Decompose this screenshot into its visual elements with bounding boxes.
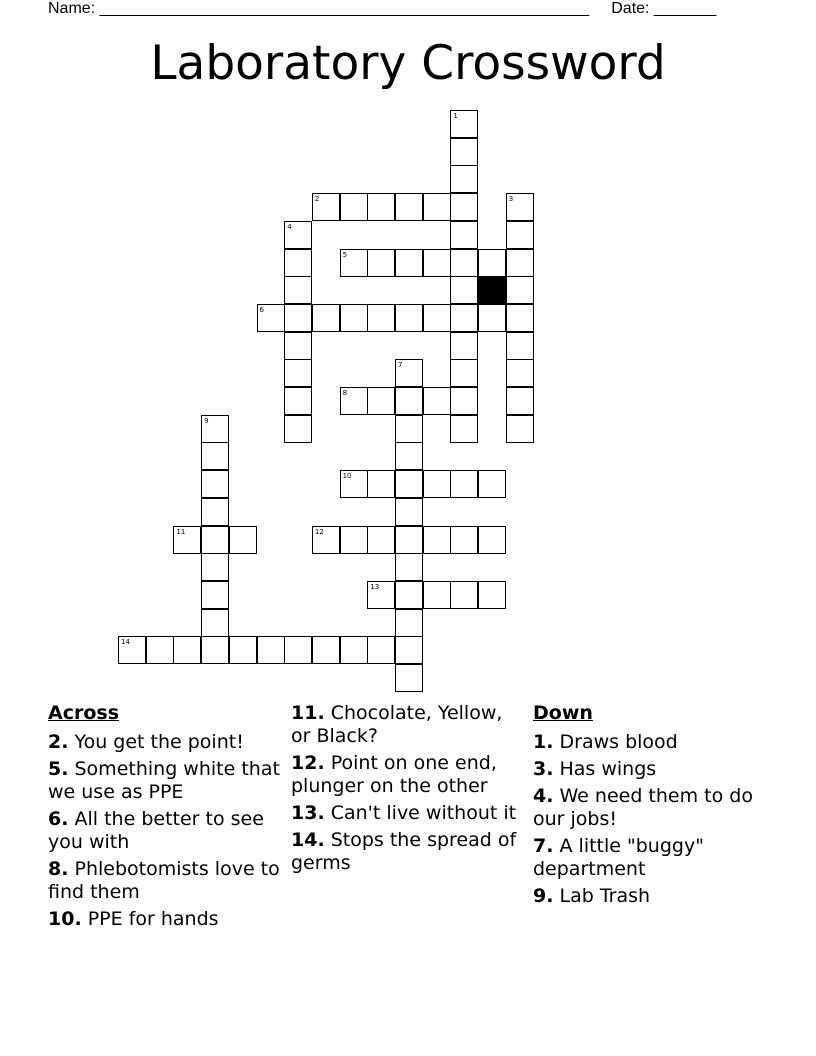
clue-text: Stops the spread of germs (291, 829, 517, 874)
name-field[interactable]: _______________________________________________________ (99, 0, 589, 17)
grid-cell[interactable] (450, 415, 478, 443)
across-clue-list-continued (291, 702, 526, 875)
grid-cell[interactable] (367, 526, 395, 554)
grid-cell[interactable] (340, 636, 368, 664)
grid-cell[interactable] (201, 526, 229, 554)
grid-cell[interactable] (506, 221, 534, 249)
grid-cell[interactable] (257, 636, 285, 664)
date-label: Date: (611, 0, 654, 17)
across-clues-column (48, 702, 283, 935)
grid-cell[interactable] (257, 304, 285, 332)
clue-number-label: 10. (48, 908, 82, 930)
grid-cell[interactable] (450, 581, 478, 609)
grid-cell[interactable] (506, 359, 534, 387)
grid-cell[interactable] (395, 553, 423, 581)
grid-cell[interactable] (395, 359, 423, 387)
grid-cell[interactable] (173, 526, 201, 554)
grid-cell[interactable] (423, 526, 451, 554)
down-clues-column (533, 702, 768, 912)
grid-cell[interactable] (229, 636, 257, 664)
clue-text: Phlebotomists love to find them (48, 858, 280, 903)
grid-cell[interactable] (506, 304, 534, 332)
clue-number-label: 9. (533, 885, 554, 907)
clue-item (533, 758, 768, 781)
grid-cell[interactable] (395, 498, 423, 526)
grid-cell[interactable] (312, 526, 340, 554)
grid-cell[interactable] (201, 498, 229, 526)
grid-cell[interactable] (450, 249, 478, 277)
clue-number-label: 11. (291, 702, 325, 724)
clue-number-label: 14. (291, 829, 325, 851)
clue-number-label: 8. (48, 858, 69, 880)
clue-item (48, 758, 283, 804)
down-heading: Down (533, 702, 593, 724)
clue-number-label: 1. (533, 731, 554, 753)
page-title: Laboratory Crossword (150, 36, 666, 91)
grid-cell[interactable] (284, 387, 312, 415)
grid-cell[interactable] (423, 249, 451, 277)
clue-number: 12 (314, 527, 324, 536)
grid-cell[interactable] (395, 304, 423, 332)
clue-text: Chocolate, Yellow, or Black? (291, 702, 503, 747)
clue-text: Point on one end, plunger on the other (291, 752, 497, 797)
grid-cell[interactable] (450, 387, 478, 415)
grid-cell[interactable] (450, 332, 478, 360)
clue-item (48, 858, 283, 904)
grid-cell[interactable] (340, 526, 368, 554)
grid-cell[interactable] (395, 470, 423, 498)
grid-cell[interactable] (478, 304, 506, 332)
grid-cell[interactable] (506, 415, 534, 443)
grid-cell[interactable] (367, 304, 395, 332)
grid-cell[interactable] (367, 636, 395, 664)
across-clues-column-continued (291, 702, 526, 879)
clue-number-label: 4. (533, 785, 554, 807)
grid-cell[interactable] (201, 581, 229, 609)
clue-number: 3 (508, 195, 514, 204)
date-field[interactable]: _______ (653, 0, 717, 17)
grid-cell[interactable] (312, 636, 340, 664)
clue-item (291, 752, 526, 798)
grid-cell[interactable] (478, 249, 506, 277)
clue-number: 9 (204, 416, 209, 425)
clue-number-label: 6. (48, 808, 69, 830)
grid-cell[interactable] (395, 636, 423, 664)
clue-number-label: 12. (291, 752, 325, 774)
grid-cell[interactable] (340, 193, 368, 221)
clue-number-label: 2. (48, 731, 69, 753)
grid-cell[interactable] (395, 664, 423, 692)
grid-cell[interactable] (367, 193, 395, 221)
grid-cell[interactable] (395, 193, 423, 221)
grid-cell[interactable] (229, 526, 257, 554)
clue-item (533, 835, 768, 881)
clue-text: Lab Trash (559, 885, 651, 907)
grid-cell[interactable] (450, 221, 478, 249)
grid-cell[interactable] (395, 442, 423, 470)
grid-cell[interactable] (450, 165, 478, 193)
clue-item (533, 731, 768, 754)
clue-number: 4 (287, 222, 292, 231)
across-heading: Across (48, 702, 120, 724)
grid-cell[interactable] (367, 470, 395, 498)
grid-cell[interactable] (284, 249, 312, 277)
shaded-cell (478, 276, 506, 304)
clue-item (291, 829, 526, 875)
grid-cell[interactable] (201, 470, 229, 498)
clue-text: A little "buggy" department (533, 835, 704, 880)
clue-number: 8 (342, 389, 348, 397)
clue-text: We need them to do our jobs! (533, 785, 753, 830)
grid-cell[interactable] (201, 609, 229, 637)
grid-cell[interactable] (284, 221, 312, 249)
grid-cell[interactable] (395, 415, 423, 443)
clue-number: 11 (176, 527, 186, 536)
grid-cell[interactable] (201, 636, 229, 664)
grid-cell[interactable] (284, 415, 312, 443)
grid-cell[interactable] (284, 332, 312, 360)
clue-item (291, 802, 526, 825)
grid-cell[interactable] (340, 387, 368, 415)
name-label: Name: (48, 0, 100, 17)
grid-cell[interactable] (506, 332, 534, 360)
grid-cell[interactable] (284, 304, 312, 332)
grid-cell[interactable] (340, 304, 368, 332)
clue-number: 5 (342, 250, 348, 259)
grid-cell[interactable] (423, 581, 451, 609)
clue-number: 7 (398, 361, 403, 370)
grid-cell[interactable] (284, 636, 312, 664)
grid-cell[interactable] (395, 609, 423, 637)
grid-cell[interactable] (284, 276, 312, 304)
grid-cell[interactable] (450, 526, 478, 554)
grid-cell[interactable] (506, 387, 534, 415)
clue-number: 6 (259, 305, 264, 314)
grid-cell[interactable] (173, 636, 201, 664)
clue-item (533, 785, 768, 831)
grid-cell[interactable] (395, 387, 423, 415)
grid-cell[interactable] (201, 415, 229, 443)
clue-number-label: 13. (291, 802, 325, 824)
grid-cell[interactable] (367, 249, 395, 277)
across-clue-list (48, 731, 283, 931)
clue-text: Has wings (559, 758, 657, 780)
grid-cell[interactable] (201, 442, 229, 470)
grid-cell[interactable] (450, 304, 478, 332)
clue-text: Something white that we use as PPE (48, 758, 280, 803)
clue-number-label: 5. (48, 758, 69, 780)
grid-cell[interactable] (506, 193, 534, 221)
grid-cell[interactable] (118, 636, 146, 664)
grid-cell[interactable] (423, 304, 451, 332)
grid-cell[interactable] (450, 359, 478, 387)
grid-cell[interactable] (450, 138, 478, 166)
clue-item (533, 885, 768, 908)
clue-item (48, 908, 283, 931)
clue-number-label: 3. (533, 758, 554, 780)
clue-number: 10 (342, 472, 352, 481)
grid-cell[interactable] (506, 276, 534, 304)
grid-cell[interactable] (395, 249, 423, 277)
grid-cell[interactable] (312, 304, 340, 332)
clue-text: Can't live without it (330, 802, 517, 824)
grid-cell[interactable] (450, 193, 478, 221)
clue-number: 1 (453, 112, 458, 120)
grid-cell[interactable] (395, 526, 423, 554)
grid-cell[interactable] (146, 636, 174, 664)
grid-cell[interactable] (506, 249, 534, 277)
grid-cell[interactable] (395, 581, 423, 609)
grid-cell[interactable] (201, 553, 229, 581)
clue-text: All the better to see you with (48, 808, 264, 853)
clue-item (48, 808, 283, 854)
grid-cell[interactable] (478, 470, 506, 498)
grid-cell[interactable] (423, 193, 451, 221)
grid-cell[interactable] (367, 581, 395, 609)
clue-item (291, 702, 526, 748)
grid-cell[interactable] (450, 110, 478, 138)
grid-cell[interactable] (423, 387, 451, 415)
grid-cell[interactable] (367, 387, 395, 415)
clue-text: Draws blood (559, 731, 678, 753)
grid-cell[interactable] (340, 470, 368, 498)
clue-number: 14 (121, 638, 130, 647)
clue-text: You get the point! (74, 731, 244, 753)
grid-cell[interactable] (450, 276, 478, 304)
grid-cell[interactable] (312, 193, 340, 221)
grid-cell[interactable] (478, 581, 506, 609)
grid-cell[interactable] (478, 526, 506, 554)
down-clue-list (533, 731, 768, 908)
grid-cell[interactable] (340, 249, 368, 277)
clue-text: PPE for hands (87, 908, 219, 930)
grid-cell[interactable] (450, 470, 478, 498)
grid-cell[interactable] (423, 470, 451, 498)
clue-item (48, 731, 283, 754)
clue-number: 13 (370, 582, 380, 591)
grid-cell[interactable] (284, 359, 312, 387)
clue-number: 2 (314, 195, 320, 204)
clue-number-label: 7. (533, 835, 554, 857)
